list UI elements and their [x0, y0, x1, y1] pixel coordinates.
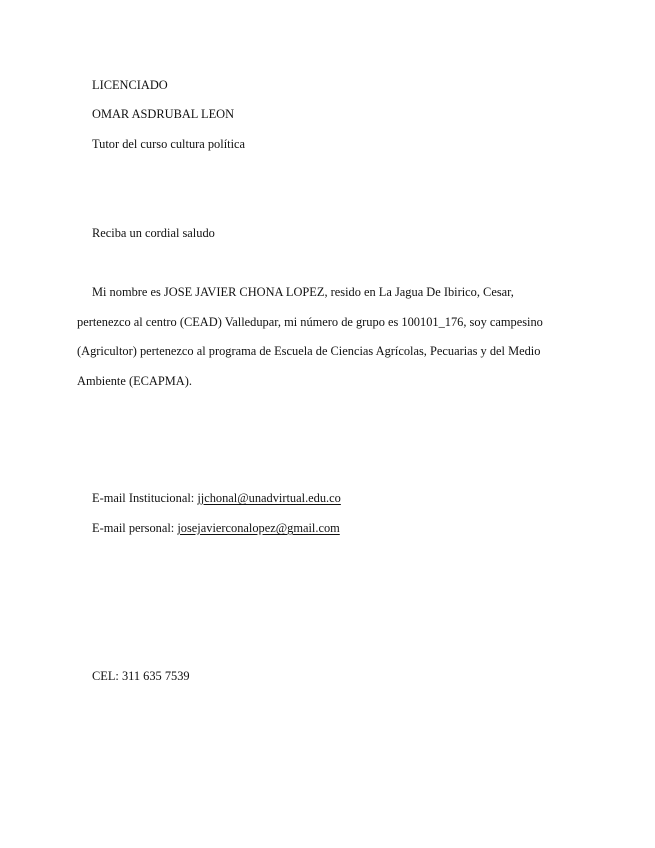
- institutional-email-label: E-mail Institucional:: [92, 491, 195, 505]
- body-line-3: (Agricultor) pertenezco al programa de Escuela de Ciencias Agrícolas, Pecuarias y del Medio: [77, 344, 541, 358]
- institutional-email-row: [92, 490, 341, 506]
- personal-email-row: [92, 520, 340, 536]
- personal-email-link[interactable]: josejavierconalopez@gmail.com: [177, 521, 340, 535]
- recipient-name: OMAR ASDRUBAL LEON: [92, 107, 235, 121]
- phone-number: CEL: 311 635 7539: [92, 669, 190, 683]
- body-line-1: Mi nombre es JOSE JAVIER CHONA LOPEZ, resido en La Jagua De Ibirico, Cesar,: [92, 285, 514, 299]
- recipient-title: LICENCIADO: [92, 78, 168, 92]
- recipient-role: Tutor del curso cultura política: [92, 137, 246, 151]
- institutional-email-link[interactable]: jjchonal@unadvirtual.edu.co: [197, 491, 341, 505]
- body-line-4: Ambiente (ECAPMA).: [77, 374, 192, 388]
- greeting: Reciba un cordial saludo: [92, 226, 215, 240]
- personal-email-label: E-mail personal:: [92, 521, 175, 535]
- body-line-2: pertenezco al centro (CEAD) Valledupar, mi número de grupo es 100101_176, soy campesino: [77, 315, 543, 329]
